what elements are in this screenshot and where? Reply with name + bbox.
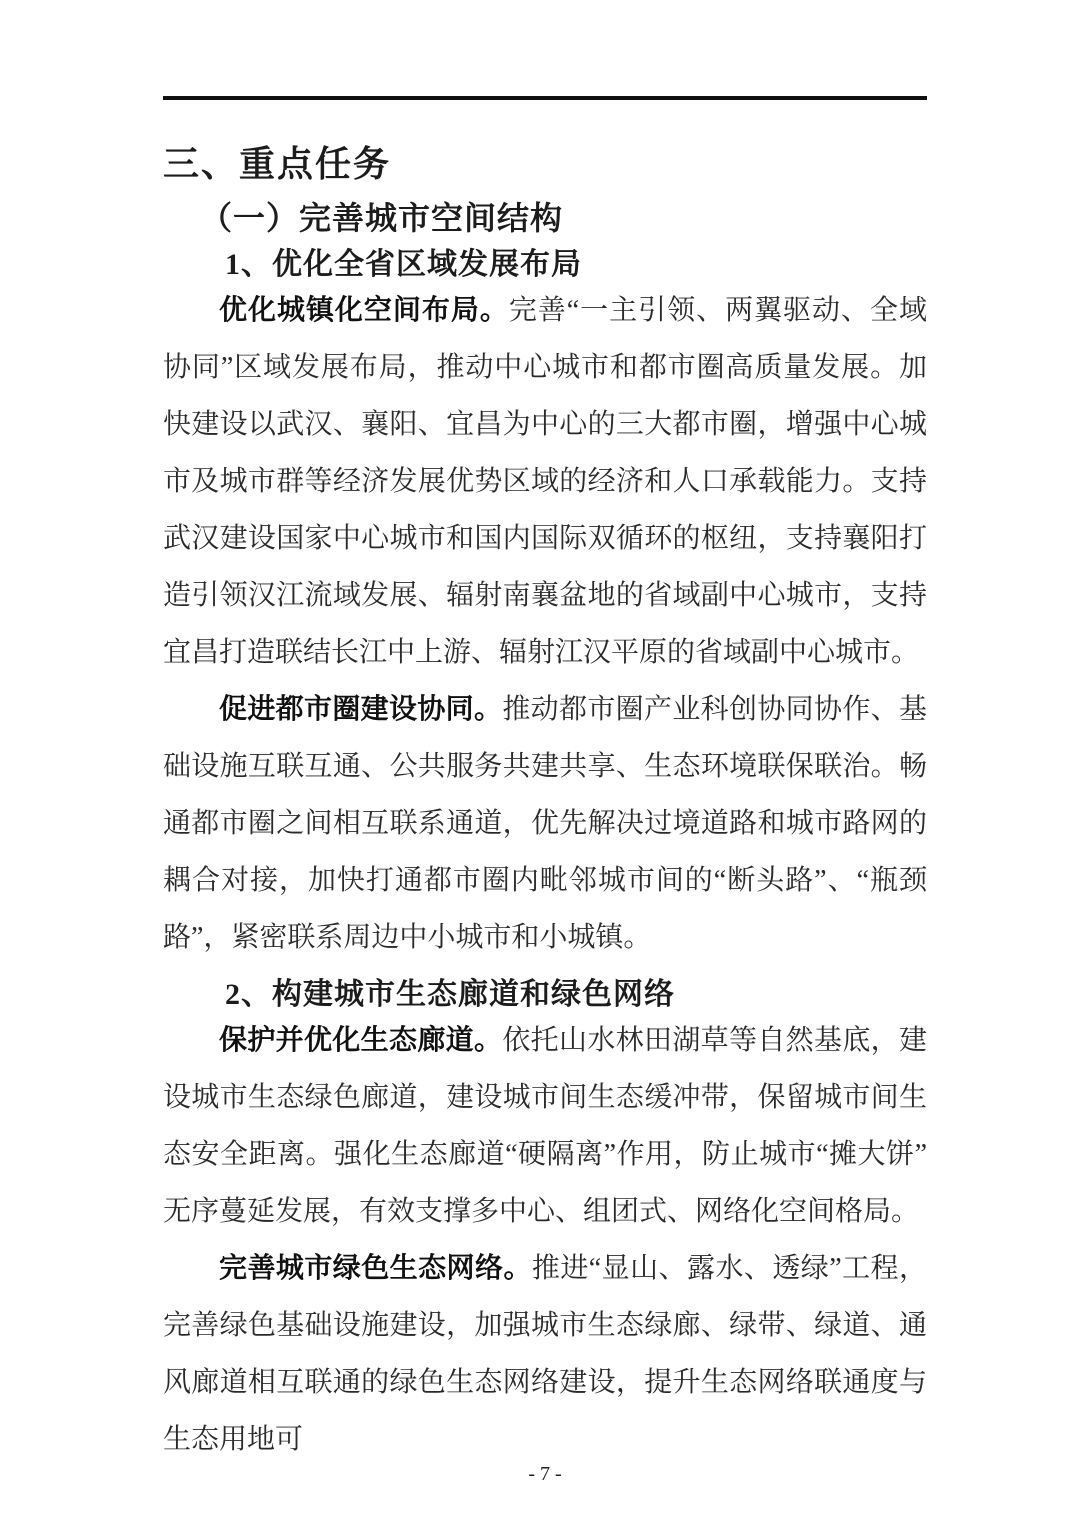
paragraph-text: 完善“一主引领、两翼驱动、全域协同”区域发展布局，推动中心城市和都市圈高质量发展。加快建设以武汉、襄阳、宜昌为中心的三大都市圈，增强中心城市及城市群等经济发展优势区域的经济和人口承载能力。支持武汉建设国家中心城市和国内国际双循环的枢纽，支持襄阳打造引领汉江流域发展、辐射南襄盆地的省域副中心城市，支持宜昌打造联结长江中上游、辐射江汉平原的省域副中心城市。 xyxy=(163,295,927,668)
paragraph-lead: 完善城市绿色生态网络。 xyxy=(219,1253,532,1284)
item-heading-2: 2、构建城市生态廊道和绿色网络 xyxy=(225,978,675,1011)
page-number: - 7 - xyxy=(528,1463,562,1485)
paragraph-green-network xyxy=(163,1240,927,1468)
document-content xyxy=(0,96,1080,1486)
section-heading: 三、重点任务 xyxy=(163,143,392,184)
header-rule xyxy=(163,96,927,100)
paragraph-lead: 优化城镇化空间布局。 xyxy=(219,295,509,326)
paragraph-text: 推动都市圈产业科创协同协作、基础设施互联互通、公共服务共建共享、生态环境联保联治。畅通都市圈之间相互联系通道，优先解决过境道路和城市路网的耦合对接，加快打通都市圈内毗邻城市间的“断头路”、“瓶颈路”，紧密联系周边中小城市和小城镇。 xyxy=(163,694,927,953)
subsection-heading: （一）完善城市空间结构 xyxy=(200,200,564,236)
paragraph-urbanization-layout xyxy=(163,282,927,681)
paragraph-lead: 保护并优化生态廊道。 xyxy=(219,1025,503,1056)
paragraph-eco-corridor xyxy=(163,1012,927,1240)
paragraph-lead: 促进都市圈建设协同。 xyxy=(219,694,503,725)
paragraph-metro-coordination xyxy=(163,681,927,966)
item-heading-1: 1、优化全省区域发展布局 xyxy=(225,248,582,281)
paragraph-text: 依托山水林田湖草等自然基底，建设城市生态绿色廊道，建设城市间生态缓冲带，保留城市间生态安全距离。强化生态廊道“硬隔离”作用，防止城市“摊大饼”无序蔓延发展，有效支撑多中心、组团式、网络化空间格局。 xyxy=(163,1025,927,1227)
paragraph-text: 推进“显山、露水、透绿”工程，完善绿色基础设施建设，加强城市生态绿廊、绿带、绿道、通风廊道相互联通的绿色生态网络建设，提升生态网络联通度与生态用地可 xyxy=(163,1253,927,1455)
